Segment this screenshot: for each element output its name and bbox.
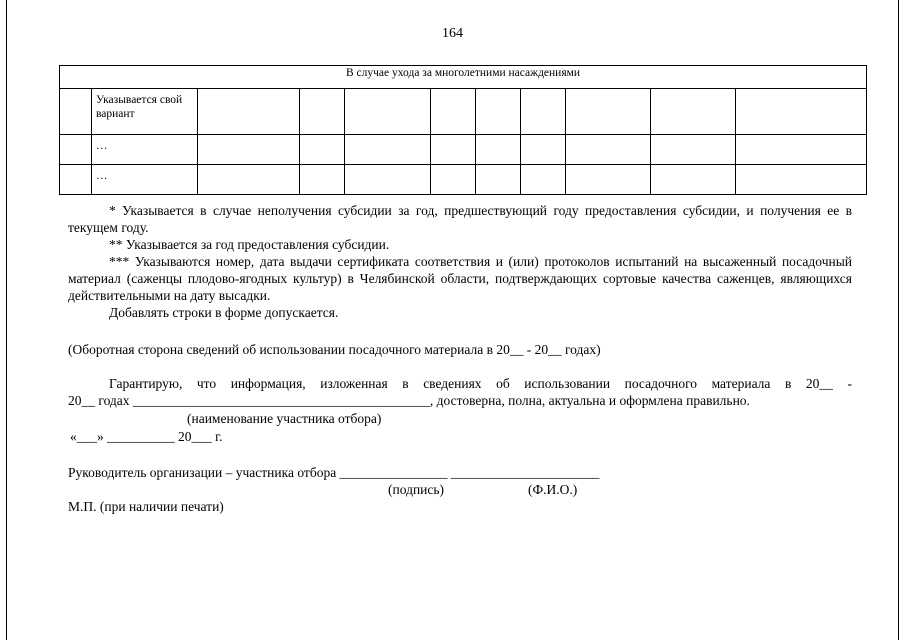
page-edge-right (898, 0, 899, 640)
guarantee-word: использовании (524, 376, 611, 391)
guarantee-word: 20__ (805, 376, 833, 391)
table-cell[interactable] (566, 135, 651, 165)
table-cell[interactable] (60, 165, 92, 195)
table-cell[interactable] (476, 89, 521, 135)
guarantee-line-1 (68, 375, 852, 392)
row-label: Указывается свой вариант (92, 89, 198, 135)
table-row (60, 135, 867, 165)
participant-name-caption: (наименование участника отбора) (187, 411, 382, 426)
table-cell[interactable] (431, 89, 476, 135)
table-cell[interactable] (566, 89, 651, 135)
table-cell[interactable] (476, 135, 521, 165)
table-cell[interactable] (651, 135, 736, 165)
footnote-2: ** Указывается за год предоставления субсидии. (109, 237, 390, 252)
page-edge-left (6, 0, 7, 640)
table-cell[interactable] (300, 135, 345, 165)
usage-table (59, 65, 867, 195)
table-cell[interactable] (198, 135, 300, 165)
guarantee-word: что (196, 376, 217, 391)
table-cell[interactable] (521, 89, 566, 135)
stamp-note: М.П. (при наличии печати) (68, 499, 224, 514)
row-label: … (92, 165, 198, 195)
table-cell[interactable] (345, 135, 431, 165)
guarantee-word: посадочного (624, 376, 698, 391)
table-cell[interactable] (736, 165, 867, 195)
table-cell[interactable] (198, 89, 300, 135)
guarantee-word: об (496, 376, 510, 391)
footnote-3: *** Указываются номер, дата выдачи сертификата соответствия и (или) протоколов испытаний на высаженный посадочный материал (саженцы плодово-ягодных культур) в Челябинской области, подтверждающих сортовые качества саженцев, являющихся действительными на дату высадки. (68, 254, 852, 303)
table-cell[interactable] (736, 89, 867, 135)
guarantee-word: изложенная (320, 376, 388, 391)
guarantee-word: Гарантирую, (109, 376, 183, 391)
row-label: … (92, 135, 198, 165)
footnote-1: * Указывается в случае неполучения субсидии за год, предшествующий году предоставления субсидии, и получения ее в текущем году. (68, 203, 852, 235)
table-cell[interactable] (431, 165, 476, 195)
guarantee-word: - (847, 376, 852, 391)
page-number: 164 (442, 26, 463, 41)
table-cell[interactable] (60, 89, 92, 135)
table-cell[interactable] (345, 89, 431, 135)
table-cell[interactable] (521, 135, 566, 165)
table-cell[interactable] (345, 165, 431, 195)
table-cell[interactable] (566, 165, 651, 195)
guarantee-line-2[interactable]: 20__ годах ____________________________________________, достоверна, полна, актуальна и оформлена правильно. (68, 393, 750, 408)
guarantee-word: в (784, 376, 792, 391)
table-cell[interactable] (300, 165, 345, 195)
guarantee-word: материала (711, 376, 771, 391)
reverse-side-title: (Оборотная сторона сведений об использовании посадочного материала в 20__ - 20__ годах) (68, 342, 601, 357)
table-header: В случае ухода за многолетними насаждениями (60, 66, 867, 89)
footnotes (68, 202, 852, 321)
table-cell[interactable] (651, 89, 736, 135)
guarantee-word: информация, (230, 376, 306, 391)
table-row (60, 89, 867, 135)
table-cell[interactable] (60, 135, 92, 165)
table-row (60, 165, 867, 195)
date-line[interactable]: «___» __________ 20___ г. (70, 429, 223, 444)
table-cell[interactable] (521, 165, 566, 195)
table-cell[interactable] (736, 135, 867, 165)
signature-caption: (подпись) (388, 482, 445, 497)
table-cell[interactable] (198, 165, 300, 195)
table-cell[interactable] (651, 165, 736, 195)
table-cell[interactable] (476, 165, 521, 195)
guarantee-word: в (402, 376, 409, 391)
full-name-caption: (Ф.И.О.) (528, 482, 578, 497)
footnote-add-rows: Добавлять строки в форме допускается. (109, 305, 339, 320)
table-cell[interactable] (431, 135, 476, 165)
guarantee-word: сведениях (423, 376, 482, 391)
table-cell[interactable] (300, 89, 345, 135)
signature-line[interactable]: Руководитель организации – участника отбора ________________ ______________________ (68, 465, 600, 480)
